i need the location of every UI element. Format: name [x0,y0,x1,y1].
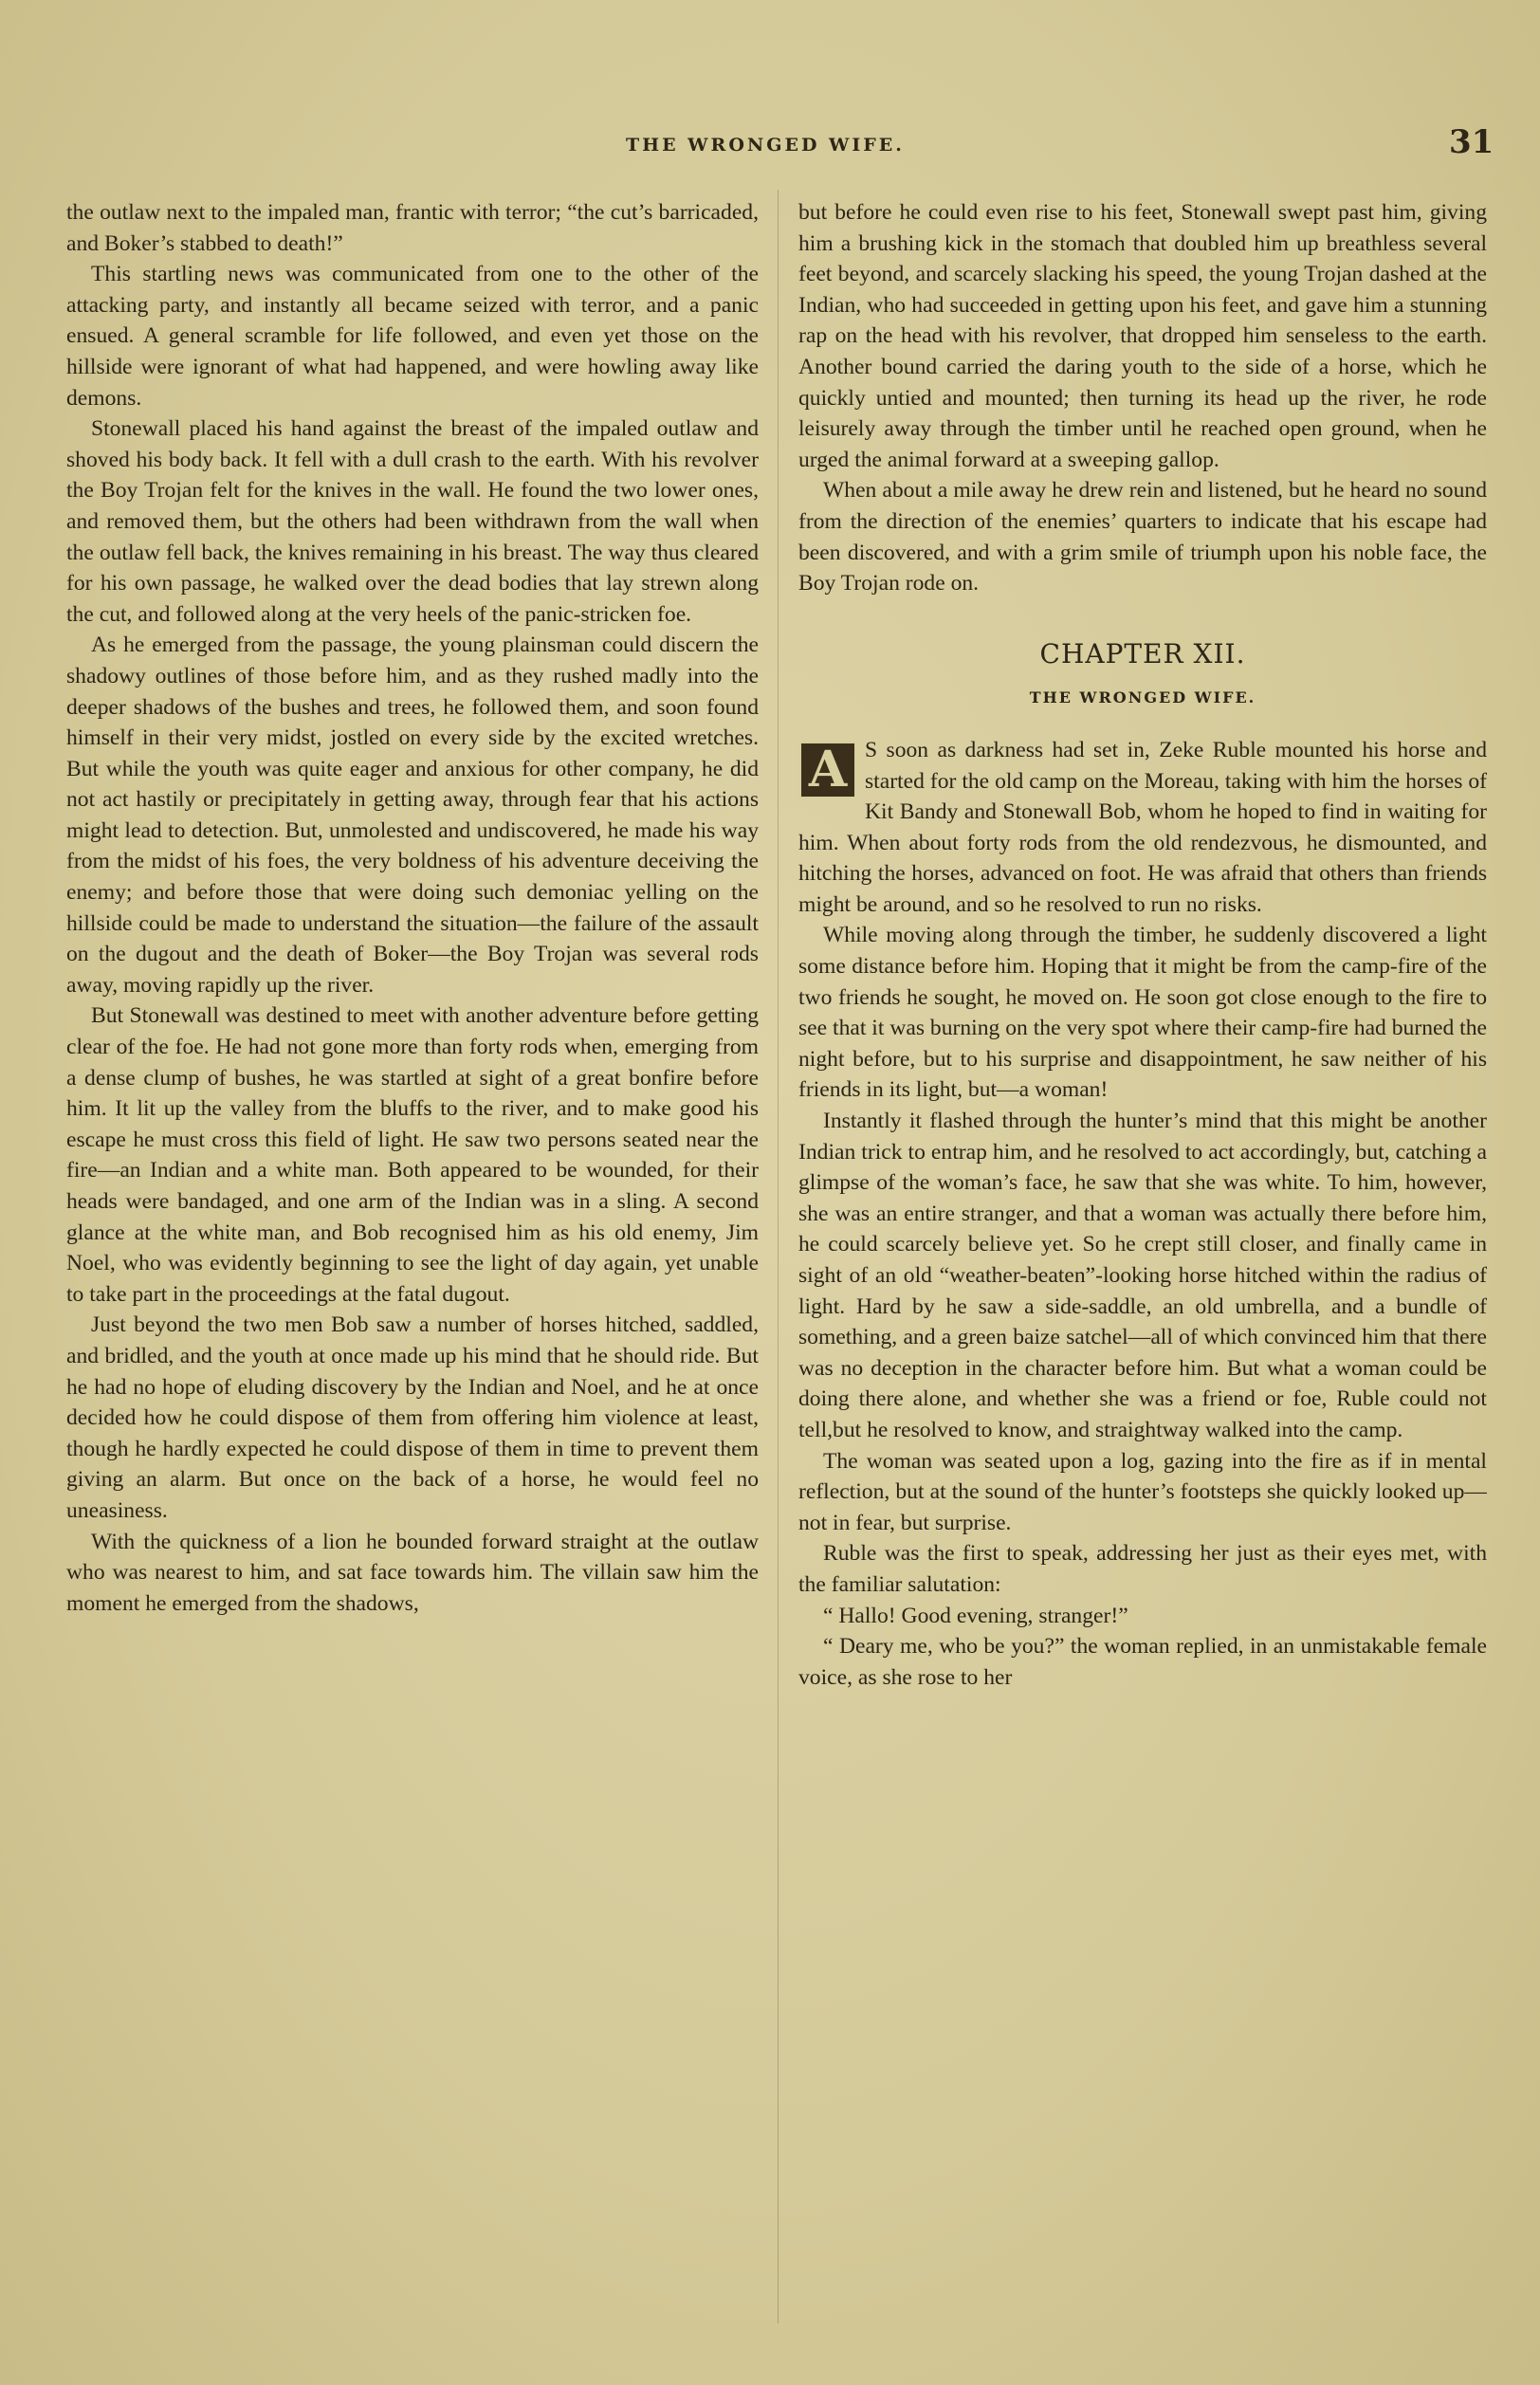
chapter-first-paragraph [798,735,1487,921]
paragraph: Just beyond the two men Bob saw a number of horses hitched, saddled, and bridled, and the youth at once made up his mind that he should ride. But he had no hope of eluding discovery by the Indian and Noel, and he at once decided how he could dispose of them from offering him violence at least, though he hardly expected he could dispose of them in time to prevent them giving an alarm. But once on the back of a horse, he would feel no uneasiness. [66,1312,759,1523]
paragraph: Ruble was the first to speak, addressing her just as their eyes met, with the familiar salutation: [798,1541,1487,1597]
paragraph: Stonewall placed his hand against the breast of the impaled outlaw and shoved his body back. It fell with a dull crash to the earth. With his revolver the Boy Trojan felt for the knives in the wall. He found the two lower ones, and removed them, but the others had been withdrawn from the wall when the outlaw fell back, the knives remaining in his breast. The way thus cleared for his own passage, he walked over the dead bodies that lay strewn along the cut, and followed along at the very heels of the panic-stricken foe. [66,416,759,627]
paragraph: As he emerged from the passage, the young plainsman could discern the shadowy outlines of those before him, and as they rushed madly into the deeper shadows of the bushes and trees, he followed them, and soon found himself in their very midst, jostled on every side by the excited wretches. But while the youth was quite eager and anxious for other company, he did not act hastily or precipitately in getting away, through fear that his actions might lead to detection. But, unmolested and undiscovered, he made his way from the midst of his foes, the very boldness of his adventure deceiving the enemy; and before those that were doing such demoniac yelling on the hillside could be made to understand the situation—the failure of the assault on the dugout and the death of Boker—the Boy Trojan was several rods away, moving rapidly up the river. [66,633,759,998]
paragraph: This startling news was communicated from one to the other of the attacking party, and instantly all became seized with terror, and a panic ensued. A general scramble for life followed, and even yet those on the hillside were ignorant of what had happened, and were howling away like demons. [66,262,759,411]
paragraph: the outlaw next to the impaled man, frantic with terror; “the cut’s barricaded, and Boker’s stabbed to death!” [66,200,759,256]
paragraph: With the quickness of a lion he bounded forward straight at the outlaw who was nearest to him, and sat face towards him. The villain saw him the moment he emerged from the shadows, [66,1529,759,1616]
paragraph: but before he could even rise to his feet, Stonewall swept past him, giving him a brushing kick in the stomach that doubled him up breathless several feet beyond, and scarcely slacking his speed, the young Trojan dashed at the Indian, who had succeeded in getting upon his feet, and gave him a stunning rap on the head with his revolver, that dropped him senseless to the earth. Another bound carried the daring youth to the side of a horse, which he quickly untied and mounted; then turning its head up the river, he rode leisurely away through the timber until he reached open ground, when he urged the animal forward at a sweeping gallop. [798,200,1487,472]
page-header [0,121,1540,178]
paragraph: When about a mile away he drew rein and listened, but he heard no sound from the direction of the enemies’ quarters to indicate that his escape had been discovered, and with a grim smile of triumph upon his noble face, the Boy Trojan rode on. [798,478,1487,596]
drop-cap-letter: A [798,741,857,799]
paragraph: But Stonewall was destined to meet with another adventure before getting clear of the foe. He had not gone more than forty rods when, emerging from a dense clump of bushes, he was startled at sight of a great bonfire before him. It lit up the valley from the bluffs to the river, and to make good his escape he must cross this field of light. He saw two persons seated near the fire—an Indian and a white man. Both appeared to be wounded, for their heads were bandaged, and one arm of the Indian was in a sling. A second glance at the white man, and Bob recognised him as his old enemy, Jim Noel, who was evidently beginning to see the light of day again, yet unable to take part in the proceedings at the fatal dugout. [66,1003,759,1307]
page-number: 31 [1449,123,1494,161]
right-column [798,197,1487,2321]
running-head: THE WRONGED WIFE. [626,135,905,156]
paragraph: “ Hallo! Good evening, stranger!” [823,1603,1128,1628]
paragraph: “ Deary me, who be you?” the woman replied, in an unmistakable female voice, as she rose to her [798,1634,1487,1690]
chapter-subtitle: THE WRONGED WIFE. [1029,688,1256,707]
chapter-heading: CHAPTER XII. [1039,637,1246,670]
left-column [66,197,759,2321]
paragraph: Instantly it flashed through the hunter’s mind that this might be another Indian trick to entrap him, and he resolved to act accordingly, but, catching a glimpse of the woman’s face, he saw that she was white. To him, however, she was an entire stranger, and that a woman was actually there before him, he could scarcely believe yet. So he crept still closer, and finally came in sight of an old “weather-beaten”-looking horse hitched within the radius of light. Hard by he saw a side-saddle, an old umbrella, and a bundle of something, and a green baize satchel—all of which convinced him that there was no deception in the character before him. But what a woman could be doing there alone, and whether she was a friend or foe, Ruble could not tell,but he resolved to know, and straightway walked into the camp. [798,1109,1487,1442]
chapter-first-paragraph-text: S soon as darkness had set in, Zeke Ruble mounted his horse and started for the old camp on the Moreau, taking with him the horses of Kit Bandy and Stonewall Bob, whom he hoped to find in waiting for him. When about forty rods from the old rendezvous, he dismounted, and hitching the horses, advanced on foot. He was afraid that others than friends might be around, and so he resolved to run no risks. [798,737,1487,917]
column-divider [778,190,779,2323]
paragraph: While moving along through the timber, he suddenly discovered a light some distance before him. Hoping that it might be from the camp-fire of the two friends he sought, he moved on. He soon got close enough to the fire to see that it was burning on the very spot where their camp-fire had burned the night before, but to his surprise and disappointment, he saw neither of his friends in its light, but—a woman! [798,923,1487,1103]
paragraph: The woman was seated upon a log, gazing into the fire as if in mental reflection, but at the sound of the hunter’s footsteps she quickly looked up—not in fear, but surprise. [798,1448,1487,1535]
